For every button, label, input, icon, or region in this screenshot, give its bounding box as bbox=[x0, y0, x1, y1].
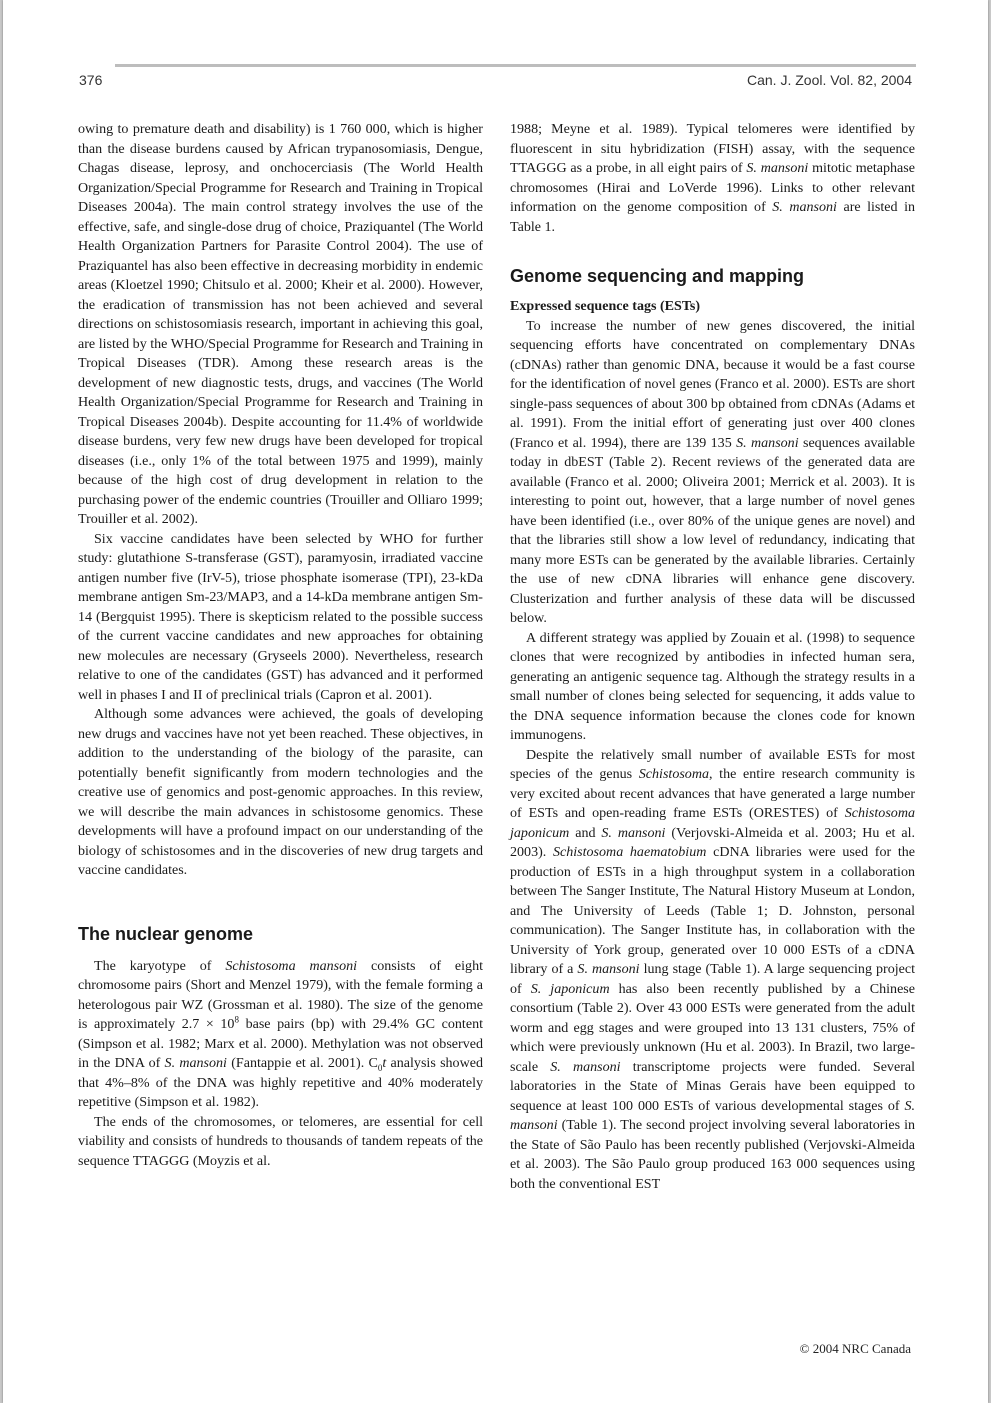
subsection-heading: Expressed sequence tags (ESTs) bbox=[510, 298, 701, 314]
section-heading: Genome sequencing and mapping bbox=[510, 266, 805, 286]
paragraph: The ends of the chromosomes, or telomeres, are essential for cell viability and consists of hundreds to thousands of tandem repeats of the sequence TTAGGG (Moyzis et al. bbox=[78, 1113, 483, 1169]
journal-page bbox=[3, 0, 988, 1403]
paragraph: Six vaccine candidates have been selected by WHO for further study: glutathione S-transferase (GST), paramyosin, irradiated vaccine antigen number five (IrV-5), triose phosphate isomerase (TPI), 23-kDa membrane antigen Sm-23/MAP3, and a 14-kDa membrane antigen Sm-14 (Bergquist 1995). There is skepticism related to the possible success of the current vaccine candidates and new approaches for obtaining new molecules are necessary (Gryseels 2000). Nevertheless, research relative to one of the candidates (GST) has advanced and it performed well in phases I and II of preclinical trials (Capron et al. 2001). bbox=[78, 530, 483, 703]
page-number: 376 bbox=[79, 72, 103, 88]
paragraph: 1988; Meyne et al. 1989). Typical telomeres were identified by fluorescent in situ hybridization (FISH) assay, with the sequence TTAGGG as a probe, in all eight pairs of S. mansoni mitotic metaphase chromosomes (Hirai and LoVerde 1996). Links to other relevant information on the genome composition of S. mansoni are listed in Table 1. bbox=[510, 121, 916, 235]
paragraph: owing to premature death and disability) is 1 760 000, which is higher than the disease burdens caused by African trypanosomiasis, Dengue, Chagas disease, leprosy, and onchocerciasis (The World Health Organization/Special Programme for Research and Training in Tropical Diseases 2004a). The main control strategy involves the use of the effective, safe, and single-dose drug of choice, Praziquantel (The World Health Organization Partners for Parasite Control 2004). The use of Praziquantel has also been effective in decreasing morbidity in endemic areas (Kloetzel 1990; Chitsulo et al. 2000; Kheir et al. 2000). However, the eradication of transmission has not been achieved and several directions on schistosomiasis research, important in achieving this goal, are listed by the WHO/Special Programme for Research and Training in Tropical Diseases (TDR). Among these research areas is the development of new diagnostic tests, drugs, and vaccines (The World Health Organization/Special Programme for Research and Training in Tropical Diseases 2004b). Despite accounting for 11.4% of worldwide disease burdens, very few new drugs have been developed for tropical diseases (i.e., only 1% of the total between 1975 and 1999), mainly because of the high cost of drug development in relation to the purchasing power of the endemic countries (Trouiller and Olliaro 1999; Trouiller et al. 2002). bbox=[78, 121, 483, 527]
copyright-footer: © 2004 NRC Canada bbox=[799, 1341, 911, 1356]
journal-citation: Can. J. Zool. Vol. 82, 2004 bbox=[747, 72, 912, 88]
section-heading: The nuclear genome bbox=[78, 923, 254, 944]
left-column bbox=[78, 120, 483, 1171]
paragraph: A different strategy was applied by Zouain et al. (1998) to sequence clones that were recognized by antibodies in infected human sera, generating an antigenic sequence tag. Although the strategy results in a small number of clones being selected for sequencing, it adds value to the DNA sequence information because the clones code for known immunogens. bbox=[510, 629, 915, 743]
paragraph: To increase the number of new genes discovered, the initial sequencing efforts have concentrated on complementary DNAs (cDNAs) rather than genomic DNA, because it would be a fast course for the identification of novel genes (Franco et al. 2000). ESTs are short single-pass sequences of about 300 bp obtained from cDNAs (Adams et al. 1991). From the initial effort of generating just over 400 clones (Franco et al. 1994), there are 139 135 S. mansoni sequences available today in dbEST (Table 2). Recent reviews of the generated data are available (Franco et al. 2000; Oliveira 2001; Merrick et al. 2003). It is interesting to point out, however, that a large number of novel genes have been identified (i.e., over 80% of the unique genes are novel) and that the libraries still show a low level of redundancy, indicating that many more ESTs can be generated by the available libraries. Certainly the use of new cDNA libraries will enhance gene discovery. Clusterization and further analysis of these data will be discussed below. bbox=[510, 317, 915, 626]
paragraph: Although some advances were achieved, the goals of developing new drugs and vaccines have not yet been reached. These objectives, in addition to the understanding of the biology of the parasite, can potentially benefit significantly from modern technologies and the creative use of genomics and post-genomic approaches. In this review, we will describe the main advances in schistosome genomics. These developments will have a profound impact on our understanding of the biology of schistosomes and in the discoveries of new drug targets and vaccine candidates. bbox=[78, 706, 483, 878]
right-column bbox=[510, 120, 915, 1194]
header-rule bbox=[115, 64, 916, 67]
paragraph: The karyotype of Schistosoma mansoni consists of eight chromosome pairs (Short and Menzel 1979), with the female forming a heterologous pair WZ (Grossman et al. 1980). The size of the genome is approximately $2.7 \times 10^8$ base pairs (bp) with 29.4% GC content (Simpson et al. 1982; Marx et al. 2000). Methylation was not observed in the DNA of S. mansoni (Fantappie et al. 2001). $C_0t$ analysis showed that 4%–8% of the DNA was highly repetitive and 40% moderately repetitive (Simpson et al. 1982). bbox=[78, 957, 484, 1110]
paragraph: Despite the relatively small number of available ESTs for most species of the genus Schistosoma, the entire research community is very excited about recent advances that have generated a large number of ESTs and open-reading frame ESTs (ORESTES) of Schistosoma japonicum and S. mansoni (Verjovski-Almeida et al. 2003; Hu et al. 2003). Schistosoma haematobium cDNA libraries were used for the production of ESTs in a high throughput system in a collaboration between The Sanger Institute, The Natural History Museum at London, and The University of Leeds (Table 1; D. Johnston, personal communication). The Sanger Institute has, in collaboration with the University of York group, generated over 10 000 ESTs of a cDNA library of a S. mansoni lung stage (Table 1). A large sequencing project of S. japonicum has also been recently published by a Chinese consortium (Table 2). Over 43 000 ESTs were generated from the adult worm and egg stages and were grouped into 13 131 clusters, 75% of which were previously unknown (Hu et al. 2003). In Brazil, two large-scale S. mansoni transcriptome projects were funded. Several laboratories in the State of Minas Gerais have been equipped to sequence at least 100 000 ESTs of various developmental stages of S. mansoni (Table 1). The second project involving several laboratories in the State of São Paulo has been recently published (Verjovski-Almeida et al. 2003). The São Paulo group produced 163 000 sequences using both the conventional EST bbox=[510, 746, 916, 1192]
